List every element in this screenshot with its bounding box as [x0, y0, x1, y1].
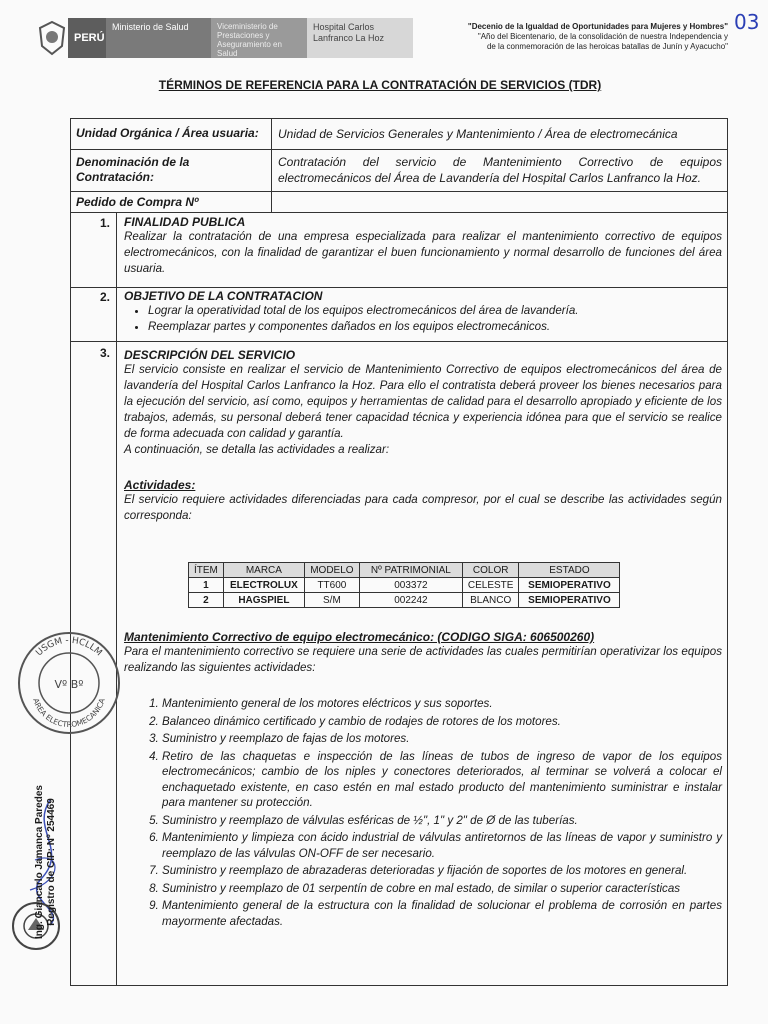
- table-cell: HAGSPIEL: [223, 593, 304, 608]
- decenio-text: [440, 22, 728, 52]
- row-divider: [70, 191, 728, 192]
- decenio-line-3: de la conmemoración de las heroicas batallas de Junín y Ayacucho": [486, 42, 728, 51]
- table-header-row: [189, 563, 620, 578]
- section-text-2: A continuación, se detalla las actividades a realizar:: [124, 443, 390, 456]
- pedido-label: Pedido de Compra Nº: [76, 195, 199, 209]
- table-header: Nº PATRIMONIAL: [359, 563, 462, 578]
- table-cell: TT600: [304, 578, 359, 593]
- decenio-line-1: "Decenio de la Igualdad de Oportunidades para Mujeres y Hombres": [467, 22, 728, 31]
- list-item: 4. Retiro de las chaquetas e inspección de las líneas de tubos de ingreso de vapor de los equipos electromecánicos; cambio de los niples y conectores deteriorados, al terminar se volverá a colocar el enchaquetado existente, en caso estén en mal estado producto del mantenimiento suministrar e instalar para mantener su protección.: [162, 749, 722, 811]
- row-divider: [70, 149, 728, 150]
- maintenance-section: [124, 630, 722, 931]
- page-number: 03: [734, 10, 760, 34]
- table-cell: 1: [189, 578, 224, 593]
- unidad-value: Unidad de Servicios Generales y Mantenimiento / Área de electromecánica: [278, 127, 678, 141]
- table-cell: 2: [189, 593, 224, 608]
- signature-block: [34, 782, 58, 942]
- list-item: • Reemplazar partes y componentes dañados en los equipos electromecánicos.: [148, 319, 722, 335]
- list-item: 6. Mantenimiento y limpieza con ácido industrial de válvulas antiretornos de las líneas de vapor y suministro y reemplazo de las válvulas ON-OFF de ser necesario.: [162, 830, 722, 861]
- engineer-name: Ing. Giancarlo Jamanca Paredes: [34, 785, 45, 939]
- col-divider: [116, 212, 117, 986]
- table-row: [189, 593, 620, 608]
- equipment-table: [188, 562, 620, 608]
- activities-text: El servicio requiere actividades diferenciadas para cada compresor, por el cual se describe las actividades según corresponda:: [124, 493, 722, 522]
- page-title: TÉRMINOS DE REFERENCIA PARA LA CONTRATACIÓN DE SERVICIOS (TDR): [158, 78, 602, 92]
- row-divider: [70, 341, 728, 342]
- activities-list: [124, 696, 722, 929]
- decenio-line-2: "Año del Bicentenario, de la consolidación de nuestra Independencia y: [477, 32, 728, 41]
- table-cell: SEMIOPERATIVO: [519, 578, 620, 593]
- vice-ministry-label: Viceministerio de Prestaciones y Aseguramiento en Salud: [211, 18, 307, 58]
- list-item: 7. Suministro y reemplazo de abrazaderas deterioradas y fijación de soportes de los motores en general.: [162, 863, 722, 879]
- table-header: COLOR: [462, 563, 519, 578]
- list-item: • Lograr la operatividad total de los equipos electromecánicos del área de lavandería.: [148, 303, 722, 319]
- row-divider: [70, 212, 728, 213]
- maintenance-intro: Para el mantenimiento correctivo se requiere una serie de actividades las cuales permitirían operativizar los equipos realizando las siguientes actividades:: [124, 645, 722, 674]
- section-objetivo: [124, 289, 722, 335]
- area-stamp-icon: [14, 628, 124, 738]
- table-cell: 003372: [359, 578, 462, 593]
- table-cell: SEMIOPERATIVO: [519, 593, 620, 608]
- table-header: MARCA: [223, 563, 304, 578]
- denominacion-value: Contratación del servicio de Mantenimiento Correctivo de equipos electromecánicos del Área de Lavandería del Hospital Carlos Lanfranco la Hoz.: [278, 155, 722, 185]
- section-descripcion: [124, 348, 722, 524]
- section-finalidad: [124, 215, 722, 277]
- table-cell: CELESTE: [462, 578, 519, 593]
- col-divider: [271, 118, 272, 212]
- list-item: 3. Suministro y reemplazo de fajas de los motores.: [162, 731, 722, 747]
- denominacion-label: Denominación de la Contratación:: [76, 155, 190, 184]
- peru-label: PERÚ: [68, 18, 106, 58]
- table-row: [189, 578, 620, 593]
- ministry-label: Ministerio de Salud: [106, 18, 211, 58]
- table-cell: ELECTROLUX: [223, 578, 304, 593]
- section-number: 2.: [99, 290, 110, 304]
- table-cell: S/M: [304, 593, 359, 608]
- table-header: MODELO: [304, 563, 359, 578]
- stamp-area-text: AREA ELECTROMECANICA: [31, 697, 107, 730]
- table-header: ÍTEM: [189, 563, 224, 578]
- stamp-vobo-text: Vº Bº: [54, 678, 84, 691]
- activities-title: Actividades:: [124, 478, 196, 492]
- table-cell: BLANCO: [462, 593, 519, 608]
- section-title: FINALIDAD PUBLICA: [124, 215, 246, 229]
- list-item: 1. Mantenimiento general de los motores eléctricos y sus soportes.: [162, 696, 722, 712]
- section-title: DESCRIPCIÓN DEL SERVICIO: [124, 348, 296, 362]
- unidad-label: Unidad Orgánica / Área usuaria:: [76, 126, 259, 140]
- row-divider: [70, 287, 728, 288]
- list-item: 9. Mantenimiento general de la estructura con la finalidad de solucionar el problema de corrosión en partes mayormente afectadas.: [162, 898, 722, 929]
- section-number: 3.: [99, 346, 110, 360]
- section-text: Realizar la contratación de una empresa especializada para realizar el mantenimiento correctivo de equipos electromecánicos, con la finalidad de garantizar el buen funcionamiento y normal desarrollo de funciones del área usuaria.: [124, 230, 722, 275]
- peru-crest-icon: [38, 20, 66, 56]
- header-logos: [68, 18, 413, 58]
- stamp-outer-text: USGM - HCLLM: [34, 635, 104, 659]
- list-item: 5. Suministro y reemplazo de válvulas esféricas de ½", 1" y 2" de Ø de las tuberías.: [162, 813, 722, 829]
- section-number: 1.: [99, 216, 110, 230]
- table-cell: 002242: [359, 593, 462, 608]
- hospital-label: Hospital Carlos Lanfranco La Hoz: [307, 18, 413, 58]
- engineer-cip: Registro de CIP: Nº 254469: [46, 798, 57, 926]
- list-item: 2. Balanceo dinámico certificado y cambio de rodajes de rotores de los motores.: [162, 714, 722, 730]
- list-item: 8. Suministro y reemplazo de 01 serpentín de cobre en mal estado, de similar o superior características: [162, 881, 722, 897]
- maintenance-title: Mantenimiento Correctivo de equipo electromecánico: (CODIGO SIGA: 606500260): [124, 630, 595, 644]
- section-title: OBJETIVO DE LA CONTRATACION: [124, 289, 323, 303]
- section-text: El servicio consiste en realizar el servicio de Mantenimiento Correctivo de equipos electromecánicos del área de lavandería del Hospital Carlos Lanfranco la Hoz. Para ello el contratista deberá proveer los bienes necesarios para la ejecución del servicio, así como, equipos y herramientas de calidad para el desarrollo apropiado y eficiente de los trabajos, además, su personal deberá tener capacidad técnica y experiencia idónea para que el servicio se realice de forma adecuada con calidad y garantía.: [124, 363, 722, 440]
- table-header: ESTADO: [519, 563, 620, 578]
